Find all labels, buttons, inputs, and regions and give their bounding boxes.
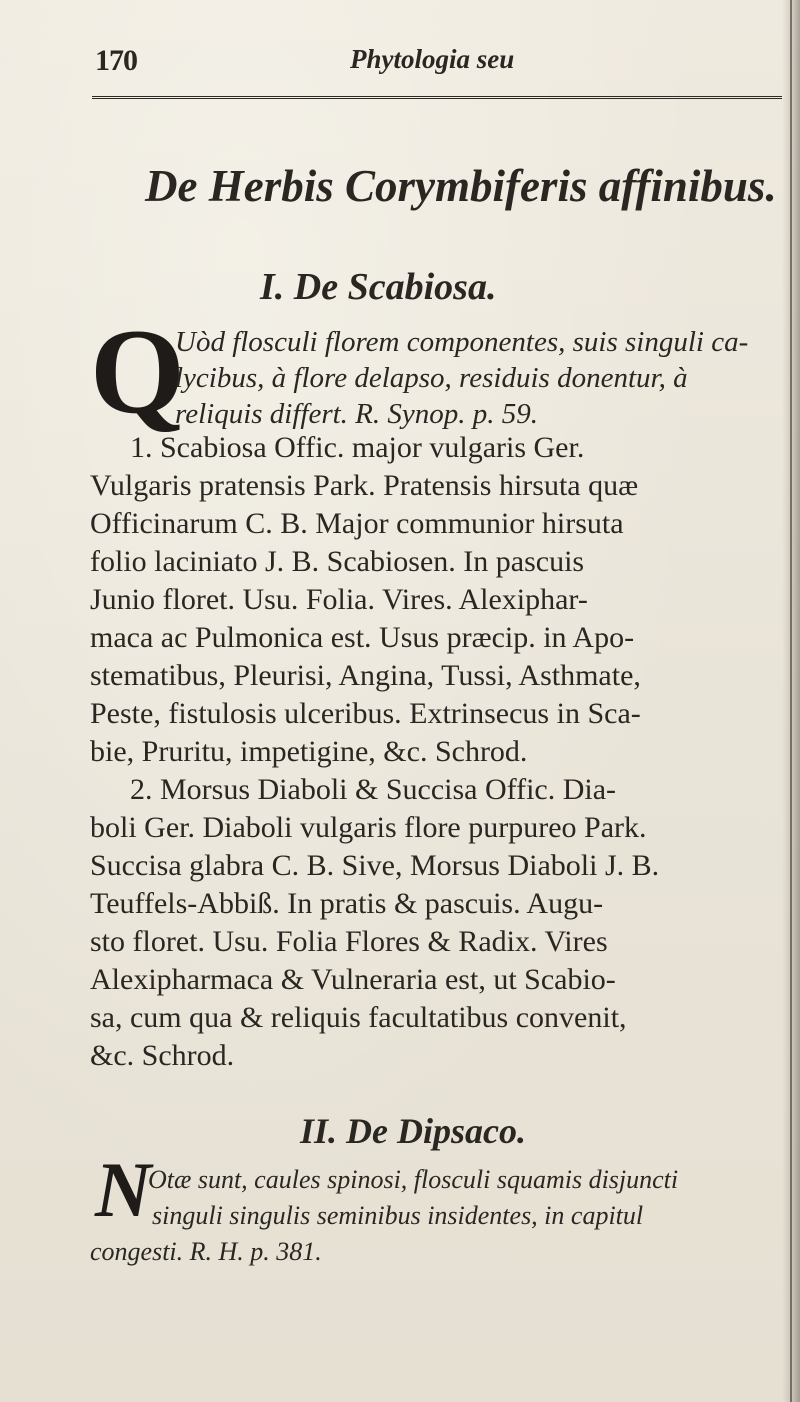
section-title-scabiosa: I. De Scabiosa. — [260, 266, 497, 308]
intro-line: lycibus, à flore delapso, residuis donentur, à — [175, 362, 688, 394]
body-line: folio laciniato J. B. Scabiosen. In pascuis — [90, 545, 585, 578]
intro-line: Otæ sunt, caules spinosi, flosculi squamis disjuncti — [148, 1165, 679, 1194]
intro-line: congesti. R. H. p. 381. — [90, 1237, 322, 1266]
body-line: Alexipharmaca & Vulneraria est, ut Scabio- — [90, 963, 616, 996]
body-line: 2. Morsus Diaboli & Succisa Offic. Dia- — [130, 773, 617, 806]
body-line: sto floret. Usu. Folia Flores & Radix. Vires — [90, 925, 608, 958]
body-line: &c. Schrod. — [90, 1039, 235, 1072]
page-number: 170 — [95, 44, 137, 77]
body-line: maca ac Pulmonica est. Usus præcip. in Apo- — [90, 621, 635, 654]
body-line: Succisa glabra C. B. Sive, Morsus Diaboli J. B. — [90, 849, 660, 882]
body-line: 1. Scabiosa Offic. major vulgaris Ger. — [130, 431, 585, 464]
page-header — [95, 44, 775, 84]
body-line: Vulgaris pratensis Park. Pratensis hirsuta quæ — [90, 469, 639, 502]
drop-cap-q: Q — [90, 304, 185, 439]
drop-cap-n: N — [95, 1146, 152, 1233]
body-line: bie, Pruritu, impetigine, &c. Schrod. — [90, 735, 528, 768]
body-line: Junio floret. Usu. Folia. Vires. Alexiphar- — [90, 583, 588, 616]
body-line: boli Ger. Diaboli vulgaris flore purpureo Park. — [90, 811, 647, 844]
body-line: sa, cum qua & reliquis facultatibus convenit, — [90, 1001, 627, 1034]
intro-line: Uòd flosculi florem componentes, suis singuli ca- — [175, 326, 749, 358]
body-line: Peste, fistulosis ulceribus. Extrinsecus in Sca- — [90, 697, 641, 730]
running-head: Phytologia seu — [350, 44, 515, 74]
section-title-dipsaco: II. De Dipsaco. — [300, 1111, 526, 1151]
chapter-title: De Herbis Corymbiferis affinibus. — [145, 161, 777, 211]
header-rule — [92, 96, 782, 99]
intro-line: singuli singulis seminibus insidentes, in capitul — [152, 1201, 644, 1230]
body-line: Officinarum C. B. Major communior hirsuta — [90, 507, 624, 540]
body-line: stematibus, Pleurisi, Angina, Tussi, Asthmate, — [90, 659, 641, 692]
intro-line: reliquis differt. R. Synop. p. 59. — [175, 398, 539, 430]
page-edge-line — [790, 0, 792, 1402]
body-line: Teuffels-Abbiß. In pratis & pascuis. Augu- — [90, 887, 604, 920]
